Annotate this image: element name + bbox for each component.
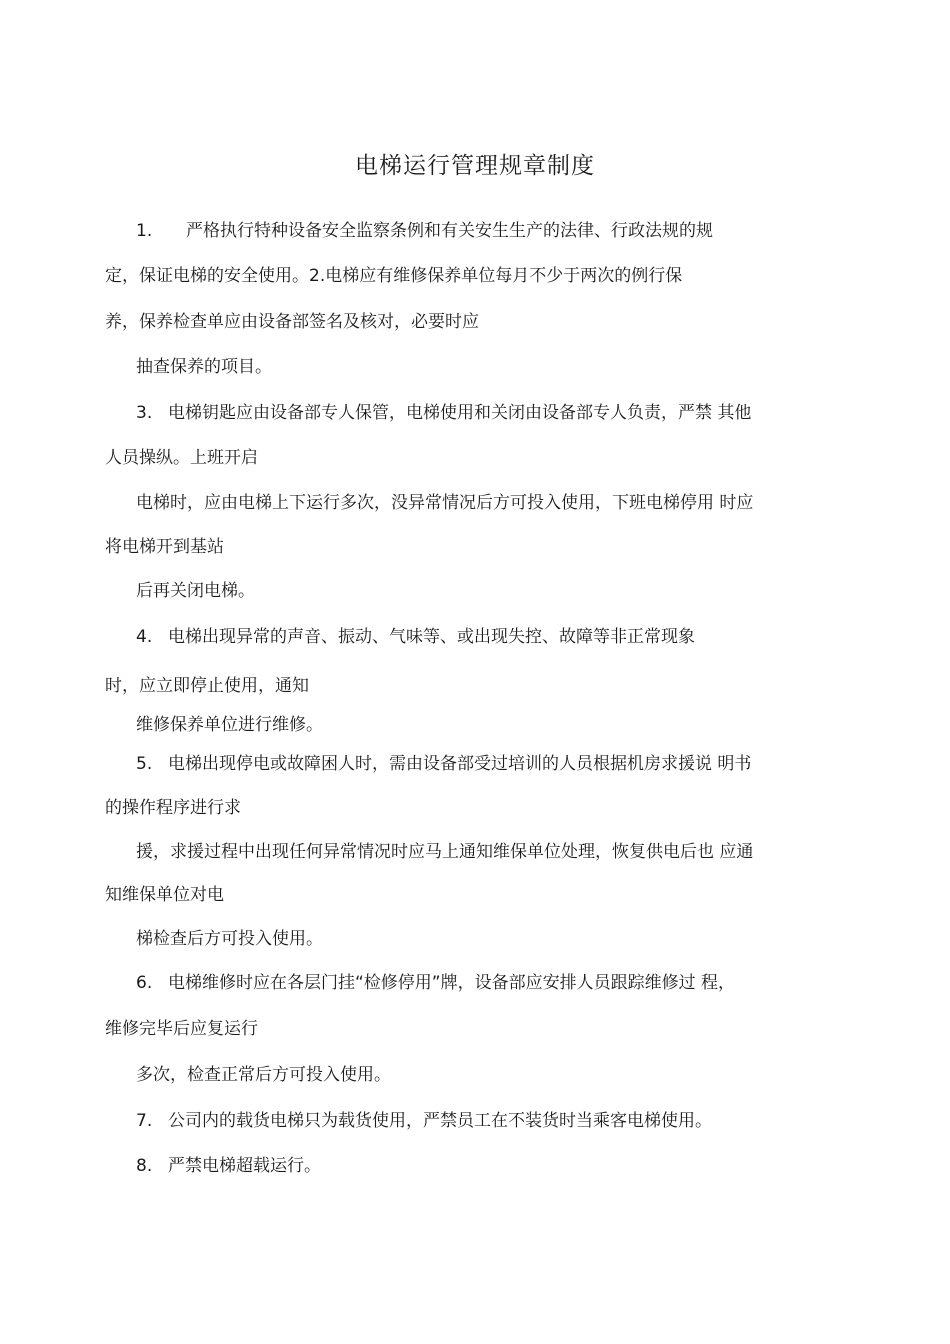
clause-text: 严禁电梯超载运行。: [168, 1156, 321, 1176]
clause-text: 严格执行特种设备安全监察条例和有关安生生产的法律、行政法规的规: [186, 221, 713, 241]
clause-number: 5.: [136, 754, 153, 774]
clause-5-line-5: 梯检查后方可投入使用。: [136, 929, 323, 949]
document-title: 电梯运行管理规章制度: [355, 153, 595, 179]
clause-5-line-3: 援，求援过程中出现任何异常情况时应马上通知维保单位处理，恢复供电后也 应通: [136, 842, 754, 862]
clause-6-line-1: [136, 971, 735, 995]
clause-6-line-3: 多次，检查正常后方可投入使用。: [136, 1065, 391, 1085]
clause-5-line-4: 知维保单位对电: [105, 885, 224, 905]
clause-3-line-5: 后再关闭电梯。: [136, 581, 255, 601]
clause-4-line-3: 维修保养单位进行维修。: [136, 715, 323, 735]
clause-number: 1.: [136, 221, 153, 241]
clause-6-line-2: 维修完毕后应复运行: [105, 1019, 258, 1039]
clause-8-line-1: [136, 1154, 321, 1178]
clause-number: 4.: [136, 627, 153, 647]
clause-number: 8.: [136, 1156, 153, 1176]
clause-text: 电梯维修时应在各层门挂“检修停用”牌，设备部应安排人员跟踪维修过 程，: [168, 973, 736, 993]
clause-4-line-1: [136, 625, 695, 649]
clause-text: 电梯钥匙应由设备部专人保管，电梯使用和关闭由设备部专人负责，严禁 其他: [168, 403, 752, 423]
clause-number: 6.: [136, 973, 153, 993]
clause-3-line-3: 电梯时，应由电梯上下运行多次，没异常情况后方可投入使用，下班电梯停用 时应: [136, 493, 754, 513]
clause-number: 3.: [136, 403, 153, 423]
clause-number: 7.: [136, 1111, 153, 1131]
clause-text: 电梯出现异常的声音、振动、气味等、或出现失控、故障等非正常现象: [168, 627, 695, 647]
clause-5-line-2: 的操作程序进行求: [105, 798, 241, 818]
clause-5-line-1: [136, 752, 751, 776]
clause-2-line-2: 养，保养检查单应由设备部签名及核对，必要时应: [105, 312, 479, 332]
clause-text: 公司内的载货电梯只为载货使用，严禁员工在不装货时当乘客电梯使用。: [168, 1111, 712, 1131]
clause-3-line-4: 将电梯开到基站: [105, 537, 224, 557]
clause-text: 电梯出现停电或故障困人时，需由设备部受过培训的人员根据机房求援说 明书: [168, 754, 752, 774]
clause-1-line-1: [136, 219, 713, 243]
clause-3-line-1: [136, 401, 751, 425]
clause-7-line-1: [136, 1109, 712, 1133]
clause-1-line-2: 定，保证电梯的安全使用。2.电梯应有维修保养单位每月不少于两次的例行保: [105, 266, 683, 286]
clause-3-line-2: 人员操纵。上班开启: [105, 448, 258, 468]
clause-4-line-2: 时，应立即停止使用，通知: [105, 676, 309, 696]
clause-2-line-3: 抽查保养的项目。: [136, 357, 272, 377]
